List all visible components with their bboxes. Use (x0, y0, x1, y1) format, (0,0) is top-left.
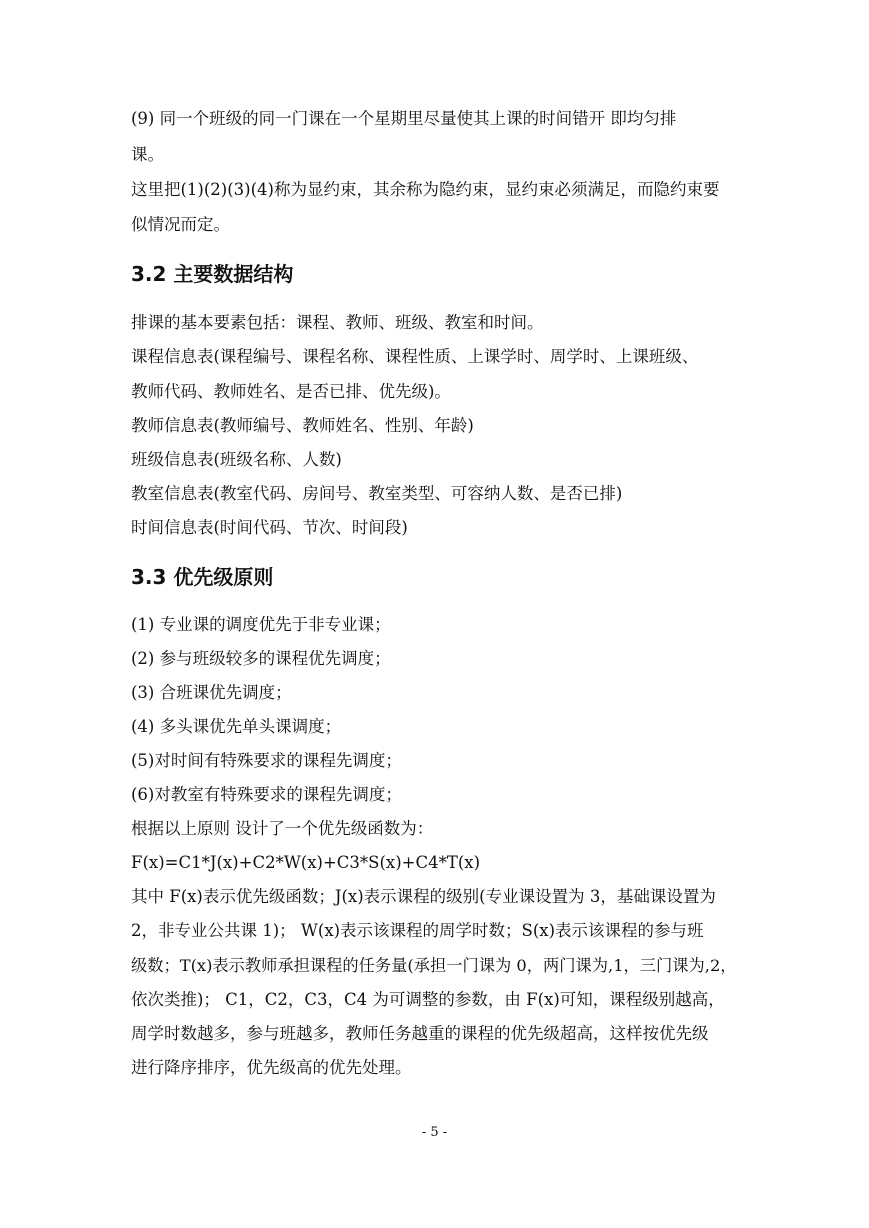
paragraph-line: 课程信息表(课程编号、课程名称、课程性质、上课学时、周学时、上课班级、 (131, 347, 699, 366)
paragraph-line: (6)对教室有特殊要求的课程先调度； (131, 785, 402, 804)
paragraph-line: (1) 专业课的调度优先于非专业课； (131, 615, 391, 634)
paragraph-line: 根据以上原则 设计了一个优先级函数为： (131, 819, 434, 838)
page-number: - 5 - (421, 1125, 448, 1140)
paragraph-line: (2) 参与班级较多的课程优先调度； (131, 649, 391, 668)
paragraph-line: 教室信息表(教室代码、房间号、教室类型、可容纳人数、是否已排) (131, 484, 623, 503)
paragraph-line: 依次类推)； C1，C2，C3，C4 为可调整的参数，由 F(x)可知，课程级别越高， (131, 990, 725, 1009)
paragraph-line: 2，非专业公共课 1)； W(x)表示该课程的周学时数；S(x)表示该课程的参与班 (131, 921, 704, 940)
paragraph-line: (3) 合班课优先调度； (131, 683, 292, 702)
paragraph-line: 班级信息表(班级名称、人数) (131, 450, 342, 469)
paragraph-line: 其中 F(x)表示优先级函数；J(x)表示课程的级别(专业课设置为 3，基础课设置为 (131, 887, 716, 906)
section-heading-3-2: 3.2 主要数据结构 (131, 262, 294, 286)
paragraph-line: 教师信息表(教师编号、教师姓名、性别、年龄) (131, 416, 474, 435)
paragraph-line: 时间信息表(时间代码、节次、时间段) (131, 518, 408, 537)
paragraph-line: (5)对时间有特殊要求的课程先调度； (131, 751, 402, 770)
paragraph-line: (4) 多头课优先单头课调度； (131, 717, 342, 736)
section-heading-3-3: 3.3 优先级原则 (131, 565, 274, 589)
paragraph-line: 似情况而定。 (131, 215, 230, 234)
paragraph-line: 教师代码、教师姓名、是否已排、优先级)。 (131, 382, 451, 401)
paragraph-line: 进行降序排序，优先级高的优先处理。 (131, 1058, 412, 1077)
paragraph-line: 周学时数越多，参与班越多，教师任务越重的课程的优先级超高，这样按优先级 (131, 1024, 709, 1043)
paragraph-line: (9) 同一个班级的同一门课在一个星期里尽量使其上课的时间错开 即均匀排 (131, 109, 677, 128)
paragraph-line: 排课的基本要素包括：课程、教师、班级、教室和时间。 (131, 313, 544, 332)
paragraph-line: 课。 (131, 145, 164, 164)
formula-line: F(x)=C1*J(x)+C2*W(x)+C3*S(x)+C4*T(x) (131, 853, 481, 872)
paragraph-line: 这里把(1)(2)(3)(4)称为显约束，其余称为隐约束，显约束必须满足，而隐约束要 (131, 180, 720, 199)
paragraph-line: 级数；T(x)表示教师承担课程的任务量(承担一门课为 0，两门课为,1，三门课为,2， (131, 956, 737, 975)
